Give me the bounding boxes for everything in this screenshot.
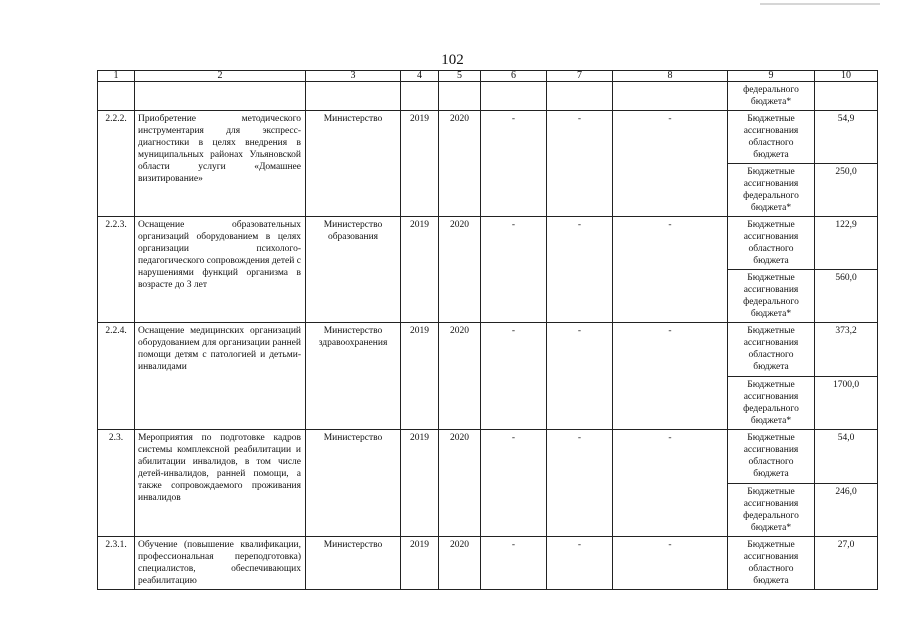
column-8-value: -: [613, 537, 728, 590]
funding-amount: 54,0: [815, 430, 878, 484]
funding-source: Бюджетные ассигнования областного бюджета: [728, 323, 815, 377]
funding-source: Бюджетные ассигнования федерального бюджета*: [728, 164, 815, 217]
column-6-value: -: [481, 537, 547, 590]
column-number: 10: [815, 71, 878, 82]
table-row: [98, 537, 878, 590]
column-7-value: -: [547, 111, 613, 217]
empty-cell: [98, 82, 135, 111]
column-8-value: -: [613, 111, 728, 217]
start-year: 2019: [401, 323, 439, 430]
empty-cell: [815, 82, 878, 111]
item-number: 2.2.4.: [98, 323, 135, 430]
funding-amount: 246,0: [815, 484, 878, 537]
start-year: 2019: [401, 217, 439, 323]
column-6-value: -: [481, 217, 547, 323]
column-number-row: [98, 71, 878, 82]
scan-artifact: [760, 3, 880, 5]
item-number: 2.2.3.: [98, 217, 135, 323]
funding-source: Бюджетные ассигнования федерального бюджета*: [728, 377, 815, 430]
executor: Министерство: [306, 111, 401, 217]
column-8-value: -: [613, 323, 728, 430]
executor: Министерство образования: [306, 217, 401, 323]
column-number: 9: [728, 71, 815, 82]
column-6-value: -: [481, 323, 547, 430]
funding-source: Бюджетные ассигнования областного бюджета: [728, 217, 815, 270]
end-year: 2020: [439, 430, 481, 537]
empty-cell: [439, 82, 481, 111]
program-table: [97, 70, 878, 590]
item-number: 2.3.: [98, 430, 135, 537]
column-number: 7: [547, 71, 613, 82]
column-6-value: -: [481, 430, 547, 537]
empty-cell: [481, 82, 547, 111]
column-7-value: -: [547, 323, 613, 430]
column-number: 8: [613, 71, 728, 82]
end-year: 2020: [439, 111, 481, 217]
empty-cell: [613, 82, 728, 111]
end-year: 2020: [439, 323, 481, 430]
funding-source: Бюджетные ассигнования областного бюджета: [728, 111, 815, 164]
funding-source: Бюджетные ассигнования федерального бюджета*: [728, 270, 815, 323]
item-description: Оснащение медицинских организаций оборудованием для организации ранней помощи детям с патологией и детьми-инвалидами: [135, 323, 306, 430]
column-8-value: -: [613, 217, 728, 323]
table-row: [98, 323, 878, 377]
end-year: 2020: [439, 217, 481, 323]
item-description: Обучение (повышение квалификации, профессиональная переподготовка) специалистов, обеспечивающих реабилитацию: [135, 537, 306, 590]
executor: Министерство: [306, 430, 401, 537]
funding-source: Бюджетные ассигнования областного бюджета: [728, 537, 815, 590]
table-row: [98, 111, 878, 164]
item-description: Мероприятия по подготовке кадров системы комплексной реабилитации и абилитации инвалидов, в том числе детей-инвалидов, ранней помощи, а также сопровождаемого проживания инвалидов: [135, 430, 306, 537]
end-year: 2020: [439, 537, 481, 590]
funding-amount: 54,9: [815, 111, 878, 164]
executor: Министерство здравоохранения: [306, 323, 401, 430]
funding-amount: 122,9: [815, 217, 878, 270]
funding-amount: 250,0: [815, 164, 878, 217]
funding-source: Бюджетные ассигнования федерального бюджета*: [728, 484, 815, 537]
column-7-value: -: [547, 430, 613, 537]
funding-amount: 560,0: [815, 270, 878, 323]
item-description: Приобретение методического инструментария для экспресс-диагностики в целях внедрения в муниципальных районах Ульяновской области услуги «Домашнее визитирование»: [135, 111, 306, 217]
continuation-row: [98, 82, 878, 111]
column-number: 1: [98, 71, 135, 82]
column-number: 5: [439, 71, 481, 82]
empty-cell: [401, 82, 439, 111]
column-8-value: -: [613, 430, 728, 537]
empty-cell: [135, 82, 306, 111]
funding-amount: 27,0: [815, 537, 878, 590]
start-year: 2019: [401, 537, 439, 590]
column-number: 4: [401, 71, 439, 82]
funding-amount: 1700,0: [815, 377, 878, 430]
empty-cell: [306, 82, 401, 111]
page-number: 102: [441, 52, 464, 68]
funding-source: Бюджетные ассигнования областного бюджета: [728, 430, 815, 484]
start-year: 2019: [401, 430, 439, 537]
column-7-value: -: [547, 217, 613, 323]
item-number: 2.3.1.: [98, 537, 135, 590]
column-6-value: -: [481, 111, 547, 217]
table-row: [98, 217, 878, 270]
item-description: Оснащение образовательных организаций оборудованием в целях организации психолого-педагогического сопровождения детей с нарушениями функций организма в возрасте до 3 лет: [135, 217, 306, 323]
column-number: 2: [135, 71, 306, 82]
executor: Министерство: [306, 537, 401, 590]
start-year: 2019: [401, 111, 439, 217]
item-number: 2.2.2.: [98, 111, 135, 217]
funding-source: федерального бюджета*: [728, 82, 815, 111]
funding-amount: 373,2: [815, 323, 878, 377]
column-number: 6: [481, 71, 547, 82]
table-row: [98, 430, 878, 484]
empty-cell: [547, 82, 613, 111]
column-number: 3: [306, 71, 401, 82]
column-7-value: -: [547, 537, 613, 590]
